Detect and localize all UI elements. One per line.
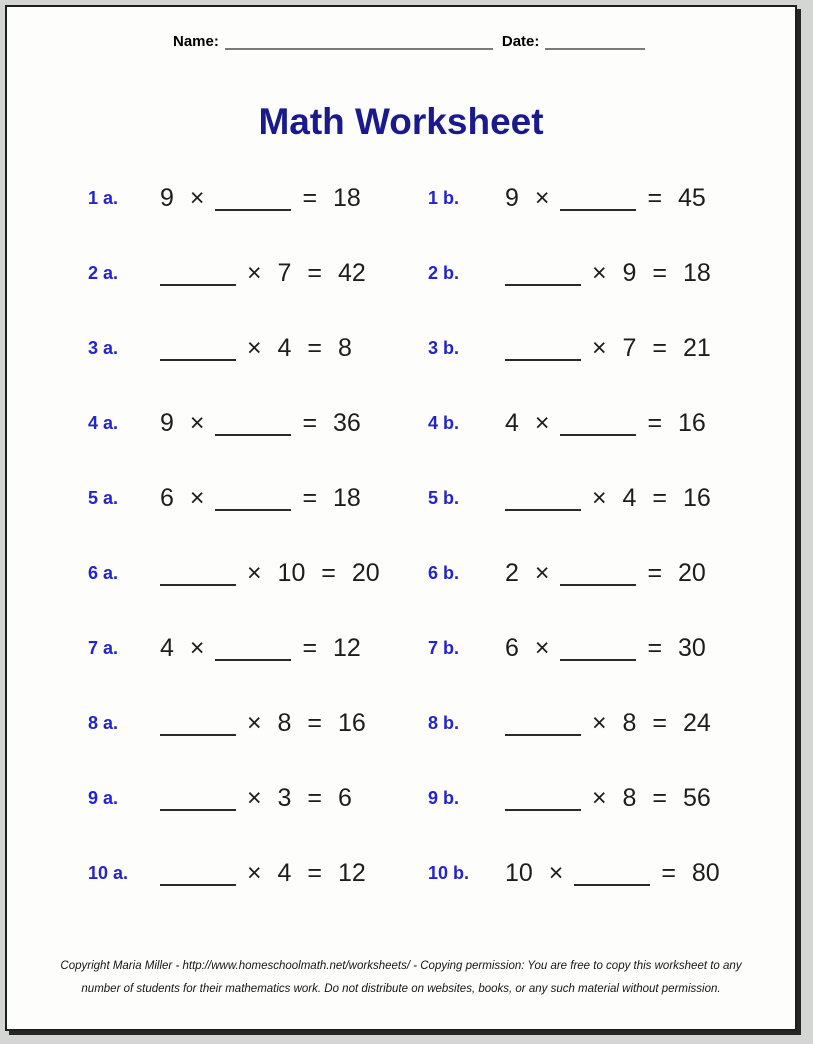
problem-label-10b: 10 b. <box>428 863 470 883</box>
problem-equation-5a <box>160 484 428 513</box>
equation-text: × 8 = 56 <box>592 784 711 812</box>
problem-label-1a: 1 a. <box>88 188 119 208</box>
equation-text: 6 × <box>505 634 550 662</box>
problem-label-8b: 8 b. <box>428 713 460 733</box>
name-label: Name: <box>173 33 219 50</box>
answer-blank[interactable] <box>505 359 581 361</box>
answer-blank[interactable] <box>560 584 636 586</box>
date-input-line[interactable] <box>545 48 645 50</box>
equation-text: 9 × <box>160 184 205 212</box>
answer-blank[interactable] <box>215 659 291 661</box>
equation-text: × 3 = 6 <box>247 784 352 812</box>
equation-text: 4 × <box>505 409 550 437</box>
answer-blank[interactable] <box>160 884 236 886</box>
equation-text: = 36 <box>302 409 361 437</box>
problem-row-9 <box>7 761 795 836</box>
answer-blank[interactable] <box>505 509 581 511</box>
answer-blank[interactable] <box>560 434 636 436</box>
problem-equation-6b <box>505 559 785 588</box>
answer-blank[interactable] <box>160 359 236 361</box>
problem-equation-3b <box>505 334 785 363</box>
equation-text: × 7 = 42 <box>247 259 366 287</box>
problem-label-7b: 7 b. <box>428 638 460 658</box>
answer-blank[interactable] <box>560 659 636 661</box>
equation-text: = 18 <box>302 484 361 512</box>
problem-row-1 <box>7 161 795 236</box>
equation-text: 4 × <box>160 634 205 662</box>
name-input-line[interactable] <box>225 48 493 50</box>
equation-text: = 80 <box>661 859 720 887</box>
equation-text: = 18 <box>302 184 361 212</box>
problem-label-6a: 6 a. <box>88 563 119 583</box>
problem-label-3b: 3 b. <box>428 338 460 358</box>
worksheet-footer <box>7 955 795 1001</box>
answer-blank[interactable] <box>215 434 291 436</box>
answer-blank[interactable] <box>505 284 581 286</box>
problem-equation-1b <box>505 184 785 213</box>
problem-label-6b: 6 b. <box>428 563 460 583</box>
problem-equation-7a <box>160 634 428 663</box>
problem-equation-5b <box>505 484 785 513</box>
equation-text: × 4 = 8 <box>247 334 352 362</box>
equation-text: 9 × <box>505 184 550 212</box>
problem-row-8 <box>7 686 795 761</box>
answer-blank[interactable] <box>160 284 236 286</box>
equation-text: = 16 <box>647 409 706 437</box>
equation-text: × 4 = 16 <box>592 484 711 512</box>
equation-text: = 45 <box>647 184 706 212</box>
equation-text: 9 × <box>160 409 205 437</box>
answer-blank[interactable] <box>215 209 291 211</box>
copyright-line-2: number of students for their mathematics work. Do not distribute on websites, books, or any such material without permission. <box>81 983 721 995</box>
problem-label-5a: 5 a. <box>88 488 119 508</box>
problem-label-10a: 10 a. <box>88 863 129 883</box>
problem-label-1b: 1 b. <box>428 188 460 208</box>
worksheet-page <box>5 5 797 1031</box>
problem-label-4b: 4 b. <box>428 413 460 433</box>
problem-row-7 <box>7 611 795 686</box>
problem-equation-3a <box>160 334 428 363</box>
problem-row-10 <box>7 836 795 911</box>
problem-label-5b: 5 b. <box>428 488 460 508</box>
problem-equation-4a <box>160 409 428 438</box>
equation-text: × 4 = 12 <box>247 859 366 887</box>
problem-row-5 <box>7 461 795 536</box>
problem-row-3 <box>7 311 795 386</box>
equation-text: 2 × <box>505 559 550 587</box>
problem-label-2a: 2 a. <box>88 263 119 283</box>
problem-label-2b: 2 b. <box>428 263 460 283</box>
problem-row-6 <box>7 536 795 611</box>
equation-text: × 9 = 18 <box>592 259 711 287</box>
problem-equation-6a <box>160 559 428 588</box>
equation-text: = 20 <box>647 559 706 587</box>
problem-equation-7b <box>505 634 785 663</box>
equation-text: 6 × <box>160 484 205 512</box>
problem-equation-2a <box>160 259 428 288</box>
answer-blank[interactable] <box>560 209 636 211</box>
equation-text: = 30 <box>647 634 706 662</box>
problem-equation-1a <box>160 184 428 213</box>
problems-grid <box>7 161 795 911</box>
problem-equation-2b <box>505 259 785 288</box>
worksheet-header <box>173 33 645 50</box>
problem-row-4 <box>7 386 795 461</box>
problem-equation-9a <box>160 784 428 813</box>
equation-text: × 10 = 20 <box>247 559 380 587</box>
problem-equation-10b <box>505 859 785 888</box>
problem-label-9a: 9 a. <box>88 788 119 808</box>
answer-blank[interactable] <box>505 734 581 736</box>
answer-blank[interactable] <box>574 884 650 886</box>
equation-text: × 8 = 16 <box>247 709 366 737</box>
answer-blank[interactable] <box>160 734 236 736</box>
problem-row-2 <box>7 236 795 311</box>
answer-blank[interactable] <box>160 584 236 586</box>
answer-blank[interactable] <box>505 809 581 811</box>
problem-equation-10a <box>160 859 428 888</box>
problem-equation-4b <box>505 409 785 438</box>
equation-text: × 7 = 21 <box>592 334 711 362</box>
equation-text: × 8 = 24 <box>592 709 711 737</box>
problem-label-9b: 9 b. <box>428 788 460 808</box>
problem-label-4a: 4 a. <box>88 413 119 433</box>
problem-label-7a: 7 a. <box>88 638 119 658</box>
problem-equation-9b <box>505 784 785 813</box>
answer-blank[interactable] <box>160 809 236 811</box>
page-title: Math Worksheet <box>258 101 544 142</box>
equation-text: = 12 <box>302 634 361 662</box>
date-label: Date: <box>501 33 540 50</box>
answer-blank[interactable] <box>215 509 291 511</box>
problem-equation-8b <box>505 709 785 738</box>
copyright-line-1: Copyright Maria Miller - http://www.homeschoolmath.net/worksheets/ - Copying permission: You are free to copy this worksheet to any <box>60 960 742 972</box>
problem-equation-8a <box>160 709 428 738</box>
equation-text: 10 × <box>505 859 564 887</box>
problem-label-8a: 8 a. <box>88 713 119 733</box>
problem-label-3a: 3 a. <box>88 338 119 358</box>
